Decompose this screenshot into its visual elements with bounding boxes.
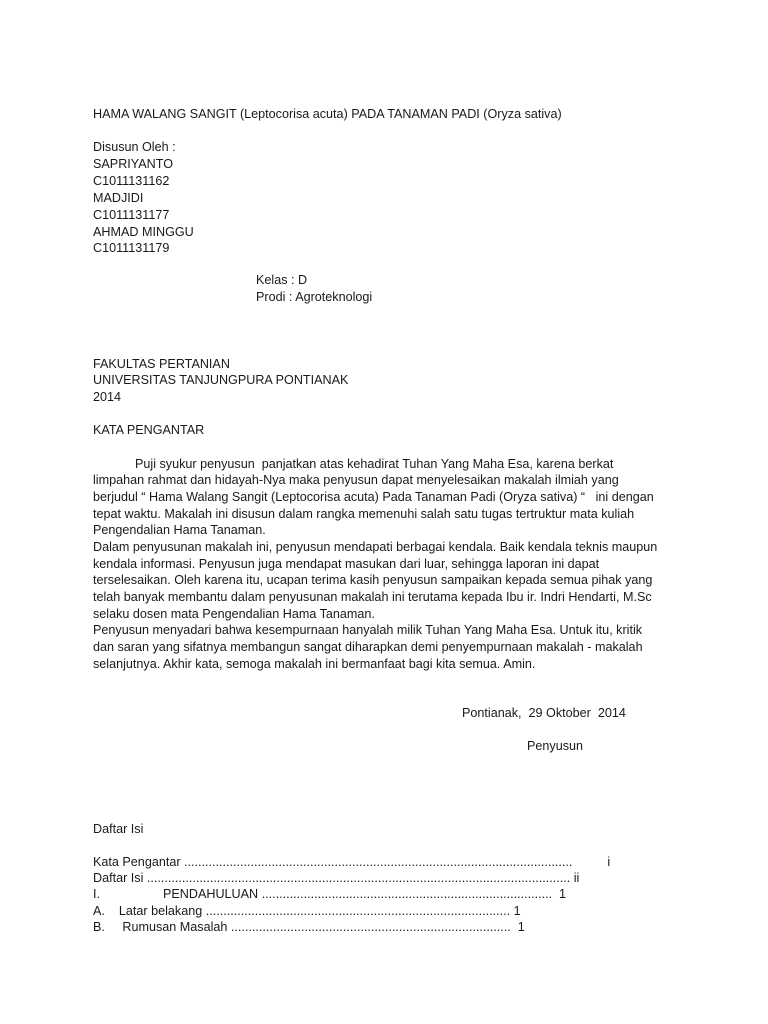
author-name: SAPRIYANTO	[93, 157, 174, 171]
year-line: 2014	[93, 390, 122, 404]
paragraph-line: Dalam penyusunan makalah ini, penyusun mendapati berbagai kendala. Baik kendala teknis maupun	[93, 540, 658, 554]
paragraph-line: Pengendalian Hama Tanaman.	[93, 523, 266, 537]
kelas-line: Kelas : D	[256, 273, 308, 287]
paragraph-line: Penyusun menyadari bahwa kesempurnaan hanyalah milik Tuhan Yang Maha Esa. Untuk itu, kritik	[93, 623, 643, 637]
daftar-isi-heading: Daftar Isi	[93, 822, 144, 836]
paragraph-line: terselesaikan. Oleh karena itu, ucapan terima kasih penyusun sampaikan kepada semua pihak yang	[93, 573, 653, 587]
toc-row: B. Rumusan Masalah ................................................................................ 1	[93, 920, 525, 934]
paragraph-line: dan saran yang sifatnya membangun sangat diharapkan demi penyempurnaan makalah - makalah	[93, 640, 643, 654]
paragraph-line: Puji syukur penyusun panjatkan atas kehadirat Tuhan Yang Maha Esa, karena berkat	[93, 457, 614, 471]
author-id: C1011131179	[93, 241, 170, 255]
authors-label: Disusun Oleh :	[93, 140, 176, 154]
faculty-line: FAKULTAS PERTANIAN	[93, 357, 230, 371]
paragraph-line: selaku dosen mata Pengendalian Hama Tanaman.	[93, 607, 375, 621]
paragraph-line: tepat waktu. Makalah ini disusun dalam rangka memenuhi salah satu tugas tertruktur mata kuliah	[93, 507, 635, 521]
toc-row: Kata Pengantar ............................................................................................................... i	[93, 855, 611, 869]
document-title: HAMA WALANG SANGIT (Leptocorisa acuta) PADA TANAMAN PADI (Oryza sativa)	[93, 107, 562, 121]
paragraph-line: telah banyak membantu dalam penyusunan makalah ini terutama kepada Ibu ir. Indri Hendarti, M.Sc	[93, 590, 652, 604]
place-date: Pontianak, 29 Oktober 2014	[462, 706, 626, 720]
paragraph-line: kendala informasi. Penyusun juga mendapat masukan dari luar, sehingga laporan ini dapat	[93, 557, 600, 571]
paragraph-line: limpahan rahmat dan hidayah-Nya maka penyusun dapat menyelesaikan makalah ilmiah yang	[93, 473, 619, 487]
paragraph-line: berjudul “ Hama Walang Sangit (Leptocorisa acuta) Pada Tanaman Padi (Oryza sativa) “ ini dengan	[93, 490, 654, 504]
prodi-line: Prodi : Agroteknologi	[256, 290, 373, 304]
toc-row: A. Latar belakang ....................................................................................... 1	[93, 904, 521, 918]
author-name: MADJIDI	[93, 191, 144, 205]
kata-pengantar-heading: KATA PENGANTAR	[93, 423, 205, 437]
signer: Penyusun	[527, 739, 584, 753]
author-id: C1011131162	[93, 174, 170, 188]
toc-row: I. PENDAHULUAN ................................................................................... 1	[93, 887, 567, 901]
paragraph-line: selanjutnya. Akhir kata, semoga makalah ini bermanfaat bagi kita semua. Amin.	[93, 657, 536, 671]
author-id: C1011131177	[93, 208, 170, 222]
author-name: AHMAD MINGGU	[93, 225, 194, 239]
toc-row: Daftar Isi ......................................................................................................................... ii	[93, 871, 580, 885]
university-line: UNIVERSITAS TANJUNGPURA PONTIANAK	[93, 373, 349, 387]
